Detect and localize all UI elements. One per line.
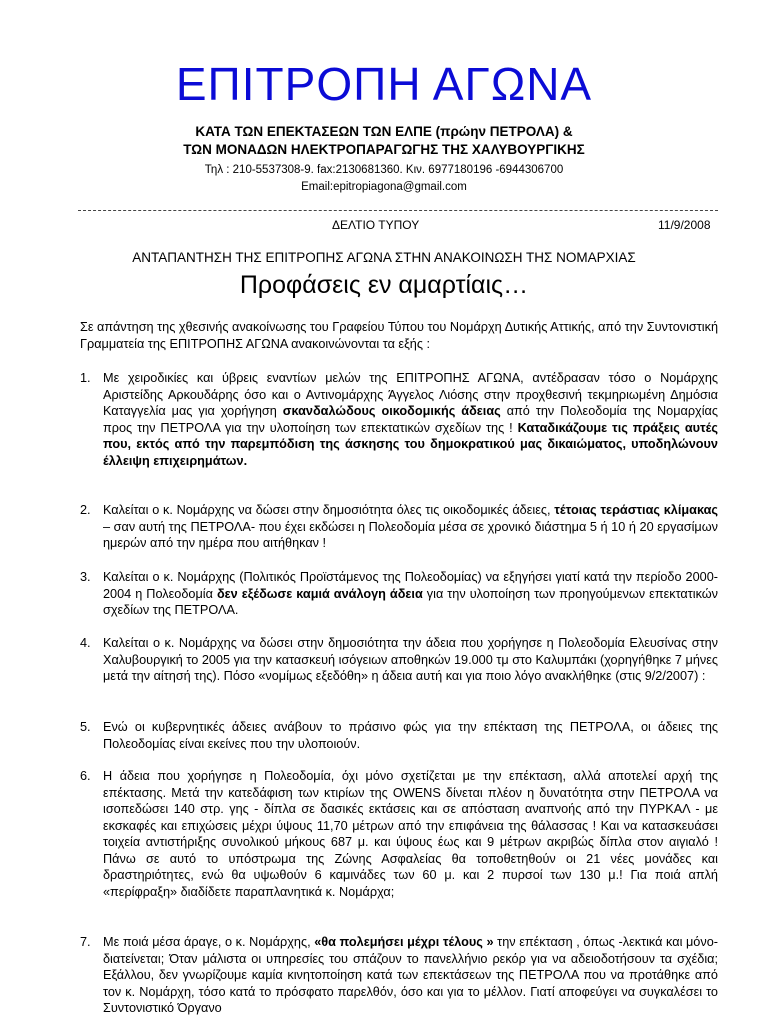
item-text-segment: Με χειροδικίες και ύβρεις εναντίων μελών της ΕΠΙΤΡΟΠΗΣ ΑΓΩΝΑ, αντέδρασαν τόσο ο Νομάρχης Αριστείδης Αρκουδάρης όσο και ο Αντινομάρχης Άγγελος Λιόσης στην προχθεσινή τεκμηριωμένη Δημόσια Καταγγελία μας για χορήγηση: [103, 371, 718, 418]
list-item: [80, 502, 718, 552]
list-item-text: [103, 502, 718, 552]
list-item-number: 2.: [80, 503, 91, 517]
subtitle-line-1: ΚΑΤΑ ΤΩΝ ΕΠΕΚΤΑΣΕΩΝ ΤΩΝ ΕΛΠΕ (πρώην ΠΕΤΡΟΛΑ) &: [195, 124, 573, 139]
intro-paragraph: Σε απάντηση της χθεσινής ανακοίνωσης του Γραφείου Τύπου του Νομάρχη Δυτικής Αττικής, από την Συντονιστική Γραμματεία της ΕΠΙΤΡΟΠΗΣ ΑΓΩΝΑ ανακοινώνονται τα εξής :: [80, 320, 718, 351]
list-item: [80, 768, 718, 900]
press-release-date: 11/9/2008: [658, 218, 711, 232]
item-text-segment: για την υλοποίηση των προηγούμενων επεκτατικών σχεδίων της ΠΕΤΡΟΛΑ.: [103, 586, 719, 617]
contact-phone: Τηλ : 210-5537308-9. fax:2130681360. Κιν. 6977180196 -6944306700: [204, 164, 564, 176]
list-item: [80, 370, 718, 469]
list-item-number: 1.: [80, 371, 91, 385]
list-item-number: 4.: [80, 636, 91, 650]
item-bold-segment: «θα πολεμήσει μέχρι τέλους »: [314, 935, 494, 949]
press-headline: ΑΝΤΑΠΑΝΤΗΣΗ ΤΗΣ ΕΠΙΤΡΟΠΗΣ ΑΓΩΝΑ ΣΤΗΝ ΑΝΑΚΟΙΝΩΣΗ ΤΗΣ ΝΟΜΑΡΧΙΑΣ: [132, 250, 636, 265]
item-bold-segment: τέτοιας τεράστιας κλίμακας: [554, 503, 718, 517]
list-item: [80, 719, 718, 752]
list-item-text: [103, 934, 718, 1017]
list-item: [80, 635, 718, 685]
item-text-segment: από την Πολεοδομία της Νομαρχίας προς την ΠΕΤΡΟΛΑ για την υλοποίηση των επεκτατικών σχεδίων της !: [103, 404, 718, 435]
list-item-number: 6.: [80, 769, 91, 783]
contact-email: Email:epitropiagona@gmail.com: [301, 181, 467, 193]
press-tagline: Προφάσεις εν αμαρτίαις…: [239, 271, 529, 299]
item-text-segment: Καλείται ο κ. Νομάρχης (Πολιτικός Προϊστάμενος της Πολεοδομίας) να εξηγήσει γιατί κατά την περίοδο 2000- 2004 η Πολεοδομία: [103, 570, 718, 601]
list-item: [80, 934, 718, 1017]
item-bold-segment: σκανδαλώδους οικοδομικής άδειας: [282, 404, 501, 418]
item-bold-segment: δεν εξέδωσε καμιά ανάλογη άδεια: [216, 586, 423, 601]
list-item-number: 5.: [80, 720, 91, 734]
item-text-segment: – σαν αυτή της ΠΕΤΡΟΛΑ- που έχει εκδώσει η Πολεοδομία μέσα σε χρονικό διάστημα 5 ή 10 ή 20 εργασίμων ημερών από την ημέρα που αιτήθηκαν !: [103, 519, 718, 550]
list-item-text: [103, 370, 718, 469]
list-item-text: Καλείται ο κ. Νομάρχης να δώσει στην δημοσιότητα την άδεια που χορήγησε η Πολεοδομία Ελευσίνας στην Χαλυβουργική το 2005 για την κατασκευή ισόγειων αποθηκών 19.000 τμ στο Καλυμπάκι (χορηγήθηκε 7 μήνες μετά την αίτησή της). Πόσο «νομίμως εξεδόθη» η άδεια αυτή και για ποιο λόγο ανακλήθηκε (στις 9/2/2007) :: [103, 636, 718, 683]
item-text-segment: την επέκταση , όπως -λεκτικά και μόνο- διατείνεται; Όταν μάλιστα οι υπηρεσίες του σπάζουν το πανελλήνιο ρεκόρ για να αδειοδοτήσουν τα σχέδια; Εξάλλου, δεν γνωρίζουμε καμία κινητοποίηση κατά των επεκτάσεων της ΠΕΤΡΟΛΑ που να προτάθηκε από τον κ. Νομάρχη, τόσο κατά το πρόσφατο παρελθόν, όσο και για το μέλλον. Γιατί αποφεύγει να συγκαλέσει το Συντονιστικό Όργανο: [103, 935, 718, 1015]
list-item: [80, 569, 718, 619]
item-text-segment: Με ποιά μέσα άραγε, ο κ. Νομάρχης,: [103, 935, 315, 949]
subtitle-line-2: ΤΩΝ ΜΟΝΑΔΩΝ ΗΛΕΚΤΡΟΠΑΡΑΓΩΓΗΣ ΤΗΣ ΧΑΛΥΒΟΥΡΓΙΚΗΣ: [183, 142, 585, 157]
list-item-number: 3.: [80, 570, 91, 584]
list-item-text: [103, 569, 718, 619]
item-bold-segment: Καταδικάζουμε τις πράξεις αυτές που, εκτός από την παρεμπόδιση της άσκησης του δημοκρατικού μας δικαιώματος, υποδηλώνουν έλλειψη επιχειρημάτων.: [103, 420, 718, 468]
list-item-text: Η άδεια που χορήγησε η Πολεοδομία, όχι μόνο σχετίζεται με την επέκταση, αλλά αποτελεί αρχή της επέκτασης. Μετά την κατεδάφιση των κτιρίων της OWENS δίνεται πλέον η δυνατότητα στην ΠΕΤΡΟΛΑ να ισοπεδώσει 140 στρ. γης - δίπλα σε δασικές εκτάσεις και σε απόσταση αναπνοής από την ΠΥΡΚΑΛ - με εκσκαφές και επιχώσεις μέχρι ύψους 11,70 μέτρων από την επιφάνεια της θάλασσας ! Και να κατασκευάσει τοιχεία αντιστήριξης συνολικού μήκους 687 μ. και ύψους έως και 9 μέτρων ακριβώς δίπλα στον αιγιαλό ! Πάνω σε αυτό το υπόστρωμα της Ζώνης Ασφαλείας θα τοποθετηθούν οι 21 νέες μονάδες και δραστηριότητες, ενώ θα υψωθούν 6 καμινάδες των 60 μ. και 2 πυρσοί των 130 μ.! Για ποιά απλή «περίφραξη» διαδίδετε παραπλανητικά κ. Νομάρχα;: [103, 769, 718, 899]
header-divider: [78, 210, 718, 211]
item-text-segment: Καλείται ο κ. Νομάρχης να δώσει στην δημοσιότητα όλες τις οικοδομικές άδειες,: [103, 503, 555, 517]
committee-title: ΕΠΙΤΡΟΠΗ ΑΓΩΝΑ: [175, 58, 593, 110]
press-release-label: ΔΕΛΤΙΟ ΤΥΠΟΥ: [332, 218, 420, 232]
list-item-text: Ενώ οι κυβερνητικές άδειες ανάβουν το πράσινο φώς για την επέκταση της ΠΕΤΡΟΛΑ, οι άδειες της Πολεοδομίας είναι εκείνες που την υλοποιούν.: [103, 720, 718, 751]
list-item-number: 7.: [80, 935, 91, 949]
